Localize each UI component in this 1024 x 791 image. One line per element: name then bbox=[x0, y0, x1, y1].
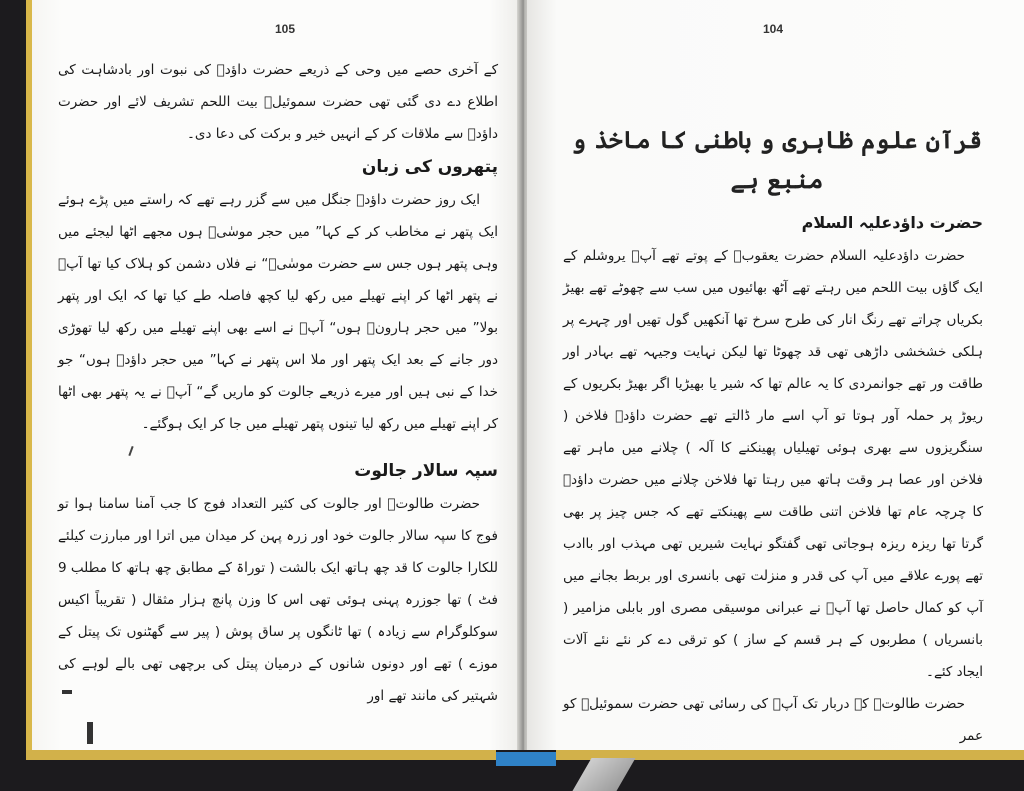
page-105 bbox=[26, 0, 529, 752]
bookmark-tab bbox=[87, 722, 93, 744]
cover-edge bbox=[496, 752, 556, 766]
intro-paragraph: کے آخری حصے میں وحی کے ذریعے حضرت داؤدؑ کی نبوت اور بادشاہت کی اطلاع دے دی گئی تھی حضرت سموئیلؑ بیت اللحم تشریف لائے اور حضرت داؤدؑ سے ملاقات کر کے انہیں خیر و برکت کی دعا دی۔ bbox=[58, 62, 498, 142]
left-page-body bbox=[58, 54, 498, 712]
right-page-body bbox=[563, 206, 983, 752]
gilt-edge-left bbox=[26, 750, 496, 760]
paragraph-goliath: حضرت طالوتؑ اور جالوت کی کثیر التعداد فوج کا جب آمنا سامنا ہوا تو فوج کا سپہ سالار جالوت خود اور زرہ پہن کر میدان میں اترا اور مبارزت کیلئے للکارا جالوت کا قد چھ ہاتھ ایک بالشت ( توراۃ کے مطابق چھ ہاتھ کا مطلب 9 فٹ ) تھا جوزرہ پہنی ہوئی تھی اس کا وزن پانچ ہزار مثقال ( تقریباً اکیس سوکلوگرام سے زیادہ ) تھا ٹانگوں پر ساق پوش ( پیر سے گھٹنوں تک پیتل کے موزے ) تھے اور دونوں شانوں کے درمیان پیتل کی برچھی تھی بالے لوہے کی شہتیر کی مانند تھے اور bbox=[58, 496, 498, 704]
margin-mark bbox=[62, 690, 72, 694]
paragraph-stones: ایک روز حضرت داؤدؑ جنگل میں سے گزر رہے تھے کہ راستے میں پڑے ہوئے ایک پتھر نے مخاطب کر کے کہا” میں حجر موسٰیؑ ہوں مجھے اٹھا لیجئے میں وہی پتھر ہوں جس سے حضرت موسٰیؑ“ نے فلاں دشمن کو ہلاک کیا تھا آپؑ نے پتھر اٹھا کر اپنے تھیلے میں رکھ لیا کچھ فاصلہ طے کیا تھا کہ ایک اور پتھر بولا” میں حجر ہارونؑ ہوں“ آپؑ نے اسے بھی اپنے تھیلے میں رکھ لیا تھوڑی دور جانے کے بعد ایک پتھر اور ملا اس پتھر نے کہا” میں حجر داؤدؑ ہوں“ جو خدا کے نبی ہیں اور میرے ذریعے جالوت کو ماریں گے“ آپؑ نے یہ پتھر بھی اٹھا کر اپنے تھیلے میں رکھ لیا تینوں پتھر تھیلے میں جا کر ایک ہوگئے۔ bbox=[58, 192, 498, 432]
page-number: 105 bbox=[275, 22, 296, 36]
heading-goliath: سپہ سالار جالوت bbox=[354, 461, 498, 481]
heading-stones-speech: پتھروں کی زبان bbox=[361, 157, 498, 177]
page-number: 104 bbox=[763, 22, 784, 36]
chapter-title: قرآن علوم ظاہری و باطنی کا ماخذ و منبع ہے bbox=[571, 125, 983, 194]
paragraph-talut: حضرت طالوتؑ کے دربار تک آپؑ کی رسائی تھی حضرت سموئیلؑ کو عمر bbox=[563, 696, 983, 744]
paragraph-david: حضرت داؤدعلیہ السلام حضرت یعقوبؑ کے پوتے تھے آپؑ یروشلم کے ایک گاؤں بیت اللحم میں رہتے تھے آٹھ بھائیوں میں سب سے چھوٹے تھے بھیڑ بکریاں چراتے تھے رنگ انار کی طرح سرخ تھا آنکھیں گول تھیں اور چہرے پر ہلکی خشخشی داڑھی تھی قد چھوٹا تھا لیکن نہایت وجیہہ تھے بہادر اور طاقت ور تھے جوانمردی کا یہ عالم تھا کہ شیر یا بھیڑیا اگر بھیڑ بکریوں کے ریوڑ پر حملہ آور ہوتا تو آپ اسے مار ڈالتے تھے حضرت داؤدؑ فلاخن ( سنگریزوں سے بھری ہوئی تھیلیاں پھینکنے کا آلہ ) چلانے میں ماہر تھے فلاخن اور عصا ہر وقت ہاتھ میں رہتا تھا فلاخن چلانے میں حضرت داؤدؑ کا چرچہ عام تھا فلاخن اتنی طاقت سے پھینکتے تھے کہ جس چیز پر بھی گرتا تھا ریزہ ریزہ ہوجاتی تھی گفتگو نہایت شیریں تھی مہذب اور باادب تھے پورے علاقے میں آپ کی قدر و منزلت تھی بانسری اور بربط بجانے میں آپ کو کمال حاصل تھا آپؑ نے عبرانی موسیقی مصری اور بابلی مزامیر ( بانسریاں ) مطربوں کے ہر قسم کے ساز ) کو ترقی دے کر نئے نئے آلات ایجاد کئے۔ bbox=[563, 248, 983, 680]
section-heading: حضرت داؤدعلیہ السلام bbox=[801, 213, 983, 232]
page-104 bbox=[527, 0, 1024, 752]
